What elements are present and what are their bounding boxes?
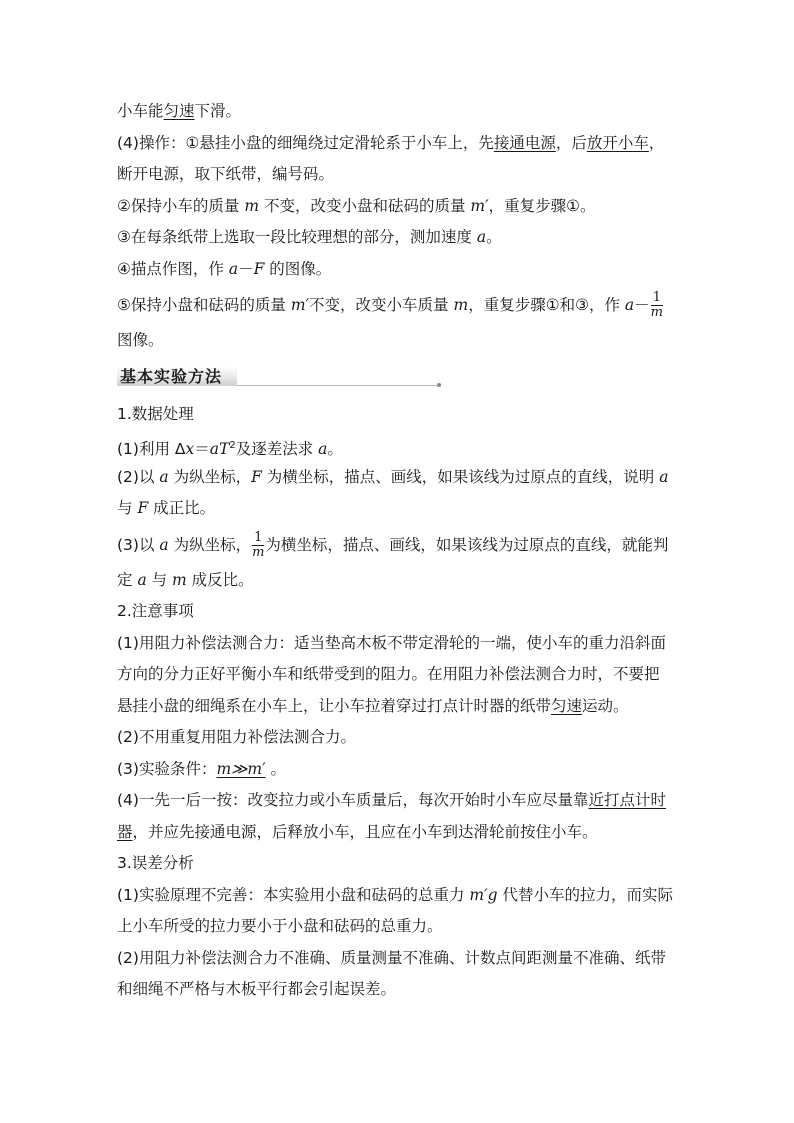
math-symbol: a <box>137 570 147 589</box>
fraction: $\frac{1}{m}$ <box>650 290 663 320</box>
subsection-heading: 1.数据处理 <box>117 404 194 423</box>
text-line: 定 a 与 m 成反比。 <box>117 570 254 589</box>
math-symbol: m′g <box>469 885 498 904</box>
math-symbol: F <box>251 467 262 486</box>
text-line: 方向的分力正好平衡小车和纸带受到的阻力。在用阻力补偿法测合力时，不要把 <box>117 665 660 683</box>
text-line: (3)以 a 为纵坐标， $\frac{1}{m}$ 为横坐标，描点、画线，如果该线为过原点的直线，就能判 <box>117 529 669 560</box>
text-line: (1)实验原理不完善：本实验用小盘和砝码的总重力 m′g 代替小车的拉力，而实际 <box>117 885 673 904</box>
text-line: (1)用阻力补偿法测合力：适当垫高木板不带定滑轮的一端，使小车的重力沿斜面 <box>117 633 666 652</box>
math-symbol: a <box>624 296 635 314</box>
math-symbol: a <box>159 467 169 486</box>
math-symbol: m <box>172 570 187 589</box>
text-line: 与 F 成正比。 <box>117 499 216 517</box>
text-line: 和细绳不严格与木板平行都会引起误差。 <box>117 980 397 998</box>
text-line: 小车能匀速下滑。 <box>117 102 242 120</box>
heading-rule <box>237 385 437 386</box>
superscript: 2 <box>229 440 236 451</box>
text-line: (2)不用重复用阻力补偿法测合力。 <box>117 728 356 746</box>
math-symbol: x <box>185 440 195 459</box>
text-line: (4)一先一后一按：改变拉力或小车质量后，每次开始时小车应尽量靠近打点计时 <box>117 791 666 809</box>
subsection-heading: 2.注意事项 <box>117 602 194 620</box>
text-line: 图像。 <box>117 331 164 349</box>
underlined-term: 接通电源 <box>493 133 556 152</box>
math-symbol: a <box>659 467 669 486</box>
math-symbol: aT <box>209 440 230 459</box>
text-line: (1)利用 $\Delta x=aT^2$及逐差法求 a。 <box>117 440 343 459</box>
underlined-term: 匀速 <box>163 102 195 120</box>
underlined-term: 器 <box>117 822 133 841</box>
math-symbol: a <box>476 228 487 246</box>
section-title: 基本实验方法 <box>120 366 223 386</box>
text-line: 器，并应先接通电源，后释放小车，且应在小车到达滑轮前按住小车。 <box>117 822 598 841</box>
math-symbol: a <box>318 440 328 459</box>
underlined-term: m≫m′ <box>216 759 266 778</box>
underlined-term: 近打点计时 <box>588 791 666 809</box>
math-symbol: m <box>244 196 260 215</box>
text-line: ③在每条纸带上选取一段比较理想的部分，测加速度 a。 <box>117 228 502 246</box>
subsection-heading: 3.误差分析 <box>117 854 194 872</box>
text-line: (3)实验条件：m≫m′ 。 <box>117 759 287 778</box>
underlined-term: 放开小车 <box>586 133 649 152</box>
math-symbol: a <box>228 259 239 278</box>
math-symbol: m <box>453 296 469 314</box>
fraction: $\frac{1}{m}$ <box>252 529 265 560</box>
text-line: (2)以 a 为纵坐标，F 为横坐标，描点、画线，如果该线为过原点的直线，说明 a <box>117 467 669 486</box>
math-symbol: m′ <box>470 196 489 215</box>
math-symbol: F <box>137 499 149 517</box>
math-symbol: a <box>159 535 169 554</box>
text-line: ②保持小车的质量 m 不变，改变小盘和砝码的质量 m′，重复步骤①。 <box>117 196 596 215</box>
math-symbol: m′ <box>290 296 310 314</box>
math-symbol: F <box>253 259 265 278</box>
document-page <box>117 96 689 1006</box>
text-line: (4)操作：①悬挂小盘的细绳绕过定滑轮系于小车上，先接通电源，后放开小车， <box>117 133 665 152</box>
text-line: 悬挂小盘的细绳系在小车上，让小车拉着穿过打点计时器的纸带匀速运动。 <box>117 696 629 715</box>
text-line: ④描点作图，作 a－F 的图像。 <box>117 259 332 278</box>
underlined-term: 匀速 <box>551 696 583 715</box>
text-line: 上小车所受的拉力要小于小盘和砝码的总重力。 <box>117 917 443 935</box>
heading-dot <box>437 383 441 387</box>
section-heading <box>117 359 689 395</box>
text-line: (2)用阻力补偿法测合力不准确、质量测量不准确、计数点间距测量不准确、纸带 <box>117 948 666 967</box>
text-line: ⑤保持小盘和砝码的质量 m′不变，改变小车质量 m，重复步骤①和③，作 a－ $\frac{1}{m}$ <box>117 290 663 320</box>
text-line: 断开电源，取下纸带，编号码。 <box>117 165 335 183</box>
